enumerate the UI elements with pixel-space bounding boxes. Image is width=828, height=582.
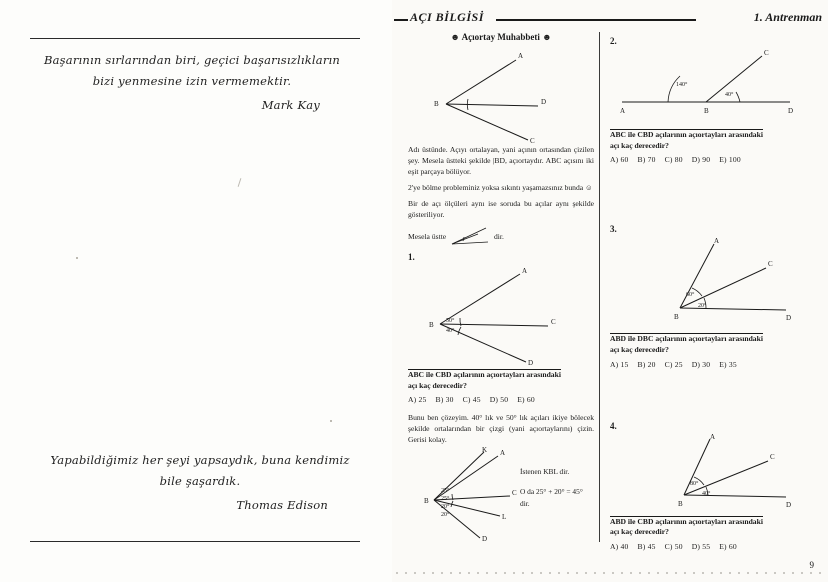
question-2-line2: açı kaç derecedir? xyxy=(610,140,669,150)
choice-e[interactable]: E) 100 xyxy=(719,155,741,165)
choice-d[interactable]: D) 30 xyxy=(691,359,711,369)
solution-text: Bunu ben çözeyim. 40° lık ve 50° lık açıları ikiye bölecek şekilde ortalarından bir çizgi (yani açıortaylarını) çizin. Gerisi kolay. xyxy=(408,413,594,445)
svg-text:C: C xyxy=(768,260,773,269)
question-1-text xyxy=(408,370,594,391)
svg-text:A: A xyxy=(522,267,528,275)
svg-text:A: A xyxy=(710,432,716,441)
quote2-line2: bile şaşardık. xyxy=(159,474,241,489)
choice-b[interactable]: B) 70 xyxy=(637,155,656,165)
svg-text:C: C xyxy=(764,49,769,57)
question-3-choices xyxy=(610,360,816,369)
section-title: Açıortay Muhabbeti xyxy=(461,32,540,42)
svg-text:25°: 25° xyxy=(441,488,450,495)
q1-angle-2: 40° xyxy=(446,328,455,334)
solution-figure-block xyxy=(408,446,594,544)
svg-text:140°: 140° xyxy=(676,82,688,88)
quote-thomas-edison xyxy=(50,450,350,516)
paragraph-3: Bir de açı ölçüleri aynı ise soruda bu açılar aynı şekilde gösteriliyor. xyxy=(408,199,594,219)
mesela-text: Mesela üstte xyxy=(408,231,447,241)
q1-angle-1: 50° xyxy=(446,318,455,324)
svg-text:20°: 20° xyxy=(441,504,450,511)
choice-e[interactable]: E) 35 xyxy=(719,359,737,369)
question-1-number: 1. xyxy=(408,252,415,262)
smiley-icon-left: ☻ xyxy=(450,32,460,42)
figure-q1 xyxy=(408,266,594,366)
svg-text:D: D xyxy=(528,359,534,367)
svg-text:C: C xyxy=(551,318,556,326)
svg-text:A: A xyxy=(518,52,524,60)
svg-text:20°: 20° xyxy=(441,512,450,519)
question-2-choices xyxy=(610,155,816,164)
figure-q2 xyxy=(610,50,816,126)
choice-c[interactable]: C) 25 xyxy=(664,359,683,369)
antrenman-label: 1. Antrenman xyxy=(753,10,822,24)
figure-top xyxy=(408,48,594,145)
question-1-line2: açı kaç derecedir? xyxy=(408,380,467,390)
svg-text:B: B xyxy=(424,497,429,506)
column-right xyxy=(610,32,816,551)
svg-text:D: D xyxy=(482,535,488,544)
svg-text:40°: 40° xyxy=(702,490,711,497)
svg-text:D: D xyxy=(541,98,547,106)
quote1-author: Mark Kay xyxy=(261,97,320,112)
paper-speck xyxy=(330,420,332,422)
column-separator xyxy=(599,32,600,542)
figure-q3 xyxy=(610,238,816,330)
svg-text:A: A xyxy=(500,449,506,458)
svg-text:A: A xyxy=(620,107,626,115)
right-page xyxy=(392,0,828,582)
svg-text:40°: 40° xyxy=(725,92,734,98)
solution-note-2: O da 25° + 20° = 45° dir. xyxy=(520,487,583,508)
svg-text:60°: 60° xyxy=(686,292,695,299)
choice-b[interactable]: B) 20 xyxy=(637,359,656,369)
choice-d[interactable]: D) 55 xyxy=(691,541,711,551)
section-heading xyxy=(408,32,594,42)
choice-e[interactable]: E) 60 xyxy=(719,541,737,551)
svg-text:L: L xyxy=(502,513,507,522)
paper-speck xyxy=(76,257,78,259)
choice-c[interactable]: C) 80 xyxy=(664,155,683,165)
svg-text:C: C xyxy=(512,489,517,498)
mesela-row xyxy=(408,226,594,248)
question-4-choices xyxy=(610,542,816,551)
question-4-line2: açı kaç derecedir? xyxy=(610,527,669,537)
quote1-line1: Başarının sırlarından biri, geçici başarısızlıkların xyxy=(43,53,341,67)
column-left xyxy=(408,32,594,542)
quote2-author: Thomas Edison xyxy=(236,497,328,512)
question-4-text xyxy=(610,517,816,538)
svg-text:20°: 20° xyxy=(698,303,707,310)
bottom-rule xyxy=(30,541,360,542)
page-number: 9 xyxy=(809,560,814,570)
choice-a[interactable]: A) 25 xyxy=(408,395,427,405)
svg-text:K: K xyxy=(482,446,488,455)
paragraph-1: Adı üstünde. Açıyı ortalayan, yani açının ortasından çizilen şey. Mesela üstteki şekilde |BD, açıortaydır. ABC açısını iki eşit parçaya bölüyor. xyxy=(408,145,594,176)
choice-c[interactable]: C) 50 xyxy=(664,541,683,551)
svg-text:D: D xyxy=(786,500,792,509)
question-1-line1: ABC ile CBD açılarının açıortayları arasındaki xyxy=(408,370,561,379)
svg-text:C: C xyxy=(770,452,775,461)
question-4-line1: ABD ile CBD açılarının açıortayları arasındaki xyxy=(610,516,763,526)
svg-text:D: D xyxy=(788,107,794,115)
question-3-text xyxy=(610,334,816,355)
choice-d[interactable]: D) 90 xyxy=(691,155,711,165)
choice-a[interactable]: A) 60 xyxy=(610,155,629,165)
question-4-number: 4. xyxy=(610,420,617,431)
quote-mary-kay xyxy=(42,50,342,116)
bottom-dotted-rule xyxy=(392,570,828,576)
header-rule-mid xyxy=(496,19,696,21)
choice-e[interactable]: E) 60 xyxy=(517,395,535,405)
header-rule-left xyxy=(394,19,408,21)
choice-c[interactable]: C) 45 xyxy=(462,395,481,405)
quote1-line2: bizi yenmesine izin vermemektir. xyxy=(92,74,292,89)
svg-text:D: D xyxy=(786,314,792,323)
question-2-line1: ABC ile CBD açılarının açıortayları arasındaki xyxy=(610,130,763,139)
page-header xyxy=(392,8,828,30)
svg-text:C: C xyxy=(530,137,535,145)
svg-text:B: B xyxy=(678,499,683,508)
smiley-icon-right: ☻ xyxy=(542,32,552,42)
paragraph-2: 2'ye bölme probleminiz yoksa sıkıntı yaşamazsınız bunda ☺ xyxy=(408,183,593,192)
question-1-choices xyxy=(408,395,594,404)
paper-speck xyxy=(238,178,242,187)
question-2-text xyxy=(610,130,816,151)
figure-q4 xyxy=(610,432,816,513)
question-3-line1: ABD ile DBC açılarının açıortayları arasındaki xyxy=(610,334,763,344)
mesela-suffix: dir. xyxy=(493,231,504,241)
svg-text:B: B xyxy=(674,313,679,322)
svg-text:A: A xyxy=(714,237,720,246)
svg-text:B: B xyxy=(429,321,434,329)
choice-a[interactable]: A) 15 xyxy=(610,359,629,369)
choice-b[interactable]: B) 30 xyxy=(435,395,454,405)
question-2-number: 2. xyxy=(610,36,617,46)
solution-note-1: İstenen KBL dir. xyxy=(520,467,570,477)
question-3-number: 3. xyxy=(610,224,617,235)
top-rule xyxy=(30,38,360,39)
quote2-line1: Yapabildiğimiz her şeyi yapsaydık, buna kendimiz xyxy=(50,453,350,467)
mini-angle-figure xyxy=(448,226,492,248)
left-page xyxy=(0,0,392,582)
svg-text:25°: 25° xyxy=(441,496,450,503)
question-3-line2: açı kaç derecedir? xyxy=(610,344,669,354)
choice-d[interactable]: D) 50 xyxy=(489,395,509,405)
page-title: AÇI BİLGİSİ xyxy=(410,10,484,24)
svg-text:B: B xyxy=(434,100,439,108)
svg-text:80°: 80° xyxy=(690,480,699,487)
choice-a[interactable]: A) 40 xyxy=(610,541,629,551)
choice-b[interactable]: B) 45 xyxy=(637,541,656,551)
svg-text:B: B xyxy=(704,107,709,115)
